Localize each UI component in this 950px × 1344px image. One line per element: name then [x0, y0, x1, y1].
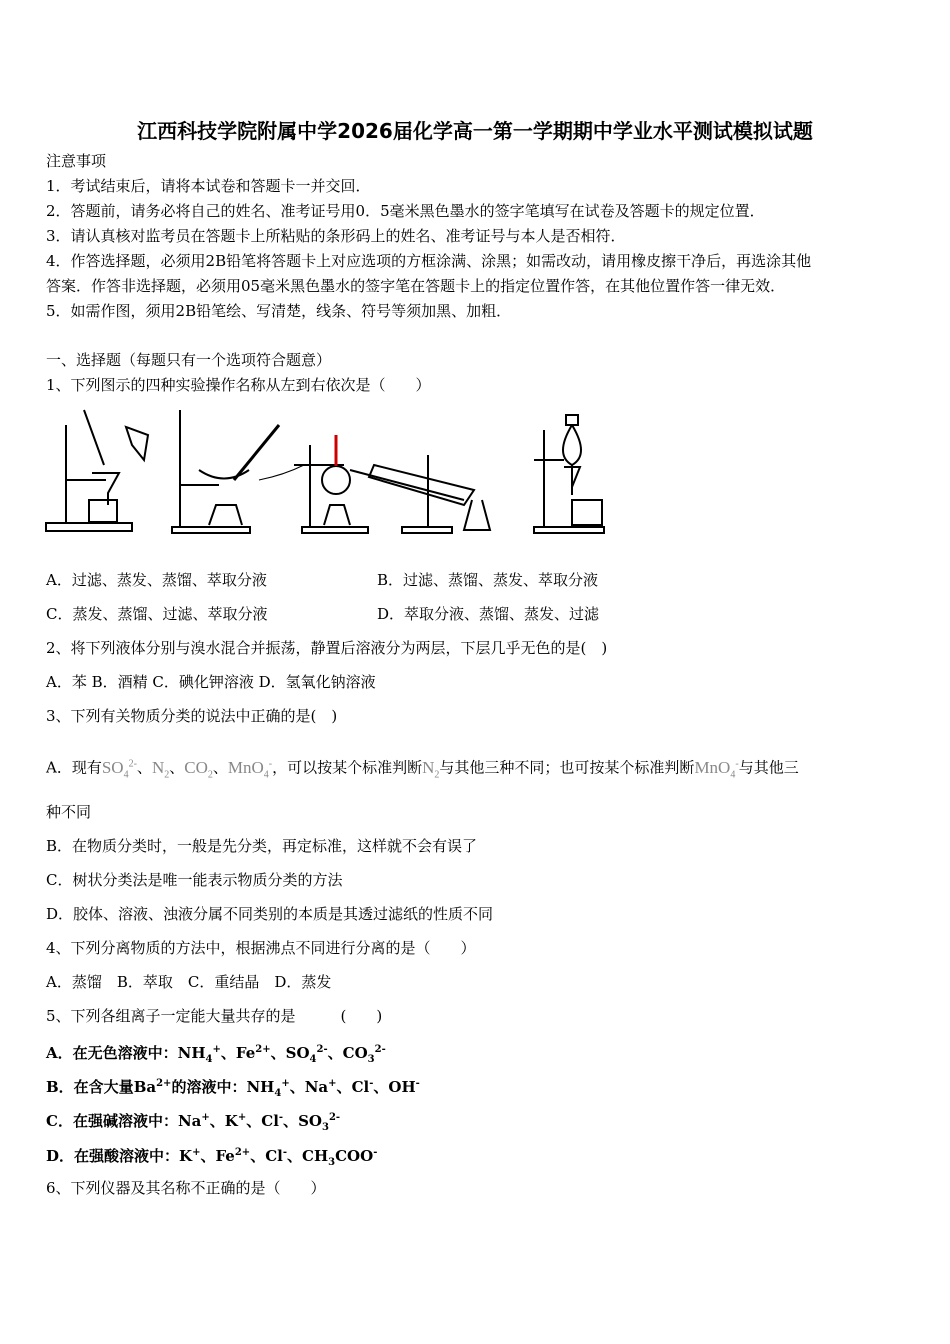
formula-n2: $N_2$ [422, 757, 440, 781]
ion: Cl- [265, 1147, 287, 1165]
note-item: 3．请认真核对监考员在答题卡上所粘贴的条形码上的姓名、准考证号与本人是否相符． [46, 227, 626, 245]
q6-stem: 6、下列仪器及其名称不正确的是（ ） [46, 1179, 326, 1197]
ion: $NH_4^+$ [177, 1044, 221, 1065]
separatory-funnel-apparatus [534, 415, 604, 533]
q5-option-a: A．在无色溶液中：$NH_4^+$、$Fe^{2+}$、$SO_4^{2-}$、$CO_3^{2-}$ [46, 1044, 386, 1065]
q3-option-d: D．胶体、溶液、浊液分属不同类别的本质是其透过滤纸的性质不同 [46, 905, 494, 923]
q5-option-d: D．在强酸溶液中：K+、$Fe^{2+}$、Cl-、$CH_3COO^-$ [46, 1147, 378, 1168]
ion: Na+ [304, 1078, 337, 1096]
formula-n2: $N_2$ [151, 757, 170, 781]
formula-co2: $CO_2$ [184, 757, 213, 781]
lab-apparatus-figure [44, 405, 624, 540]
q2-options: A．苯 B．酒精 C．碘化钾溶液 D．氢氧化钠溶液 [46, 673, 376, 691]
ion: OH- [388, 1078, 420, 1096]
ion: Cl- [351, 1078, 374, 1096]
q5-stem: 5、下列各组离子一定能大量共存的是 ( ) [46, 1007, 383, 1025]
q3-option-a: A．现有$SO_4^{2-}$、$N_2$、$CO_2$、MnO$_4$-，可以按某个标准判断$N_2$与其他三种不同；也可按某个标准判断MnO$_4$-与其他三 [46, 757, 799, 781]
q5-option-b: B．在含大量$Ba^{2+}$的溶液中：$NH_4^+$、Na+、Cl-、OH- [46, 1078, 420, 1099]
q3-option-c: C．树状分类法是唯一能表示物质分类的方法 [46, 871, 343, 889]
filtration-apparatus [46, 410, 148, 531]
ion: Na+ [177, 1112, 210, 1130]
formula-mno4: MnO$_4$- [694, 757, 739, 781]
ion: Cl- [261, 1112, 284, 1130]
formula-mno4: MnO$_4$- [227, 757, 273, 781]
ion: $SO_4^{2-}$ [285, 1044, 328, 1065]
q1-option-c: C．蒸发、蒸馏、过滤、萃取分液 [46, 605, 268, 623]
ion: K+ [179, 1147, 201, 1165]
note-item: 1．考试结束后，请将本试卷和答题卡一并交回． [46, 177, 371, 195]
formula-so4: $SO_4^{2-}$ [101, 757, 137, 781]
ion: $CH_3COO^-$ [302, 1147, 378, 1168]
ion: $Fe^{2+}$ [215, 1147, 251, 1165]
ion: K+ [224, 1112, 247, 1130]
distillation-apparatus [294, 435, 490, 533]
note-item: 2．答题前，请务必将自己的姓名、准考证号用0．5毫米黑色墨水的签字笔填写在试卷及答题卡的规定位置． [46, 202, 765, 220]
note-item: 4．作答选择题，必须用2B铅笔将答题卡上对应选项的方框涂满、涂黑；如需改动，请用橡皮擦干净后，再选涂其他 [46, 252, 812, 270]
page-title: 江西科技学院附属中学2026届化学高一第一学期期中学业水平测试模拟试题 [137, 119, 813, 143]
ion: $Fe^{2+}$ [235, 1044, 271, 1062]
q4-stem: 4、下列分离物质的方法中，根据沸点不同进行分离的是（ ） [46, 939, 476, 957]
note-item: 5．如需作图，须用2B铅笔绘、写清楚，线条、符号等须加黑、加粗． [46, 302, 512, 320]
q1-option-b: B．过滤、蒸馏、蒸发、萃取分液 [377, 571, 599, 589]
q2-stem: 2、将下列液体分别与溴水混合并振荡，静置后溶液分为两层，下层几乎无色的是( ) [46, 639, 608, 657]
ion: $CO_3^{2-}$ [342, 1044, 386, 1065]
ion: $SO_3^{2-}$ [298, 1112, 341, 1133]
q3-stem: 3、下列有关物质分类的说法中正确的是( ) [46, 707, 338, 725]
ion: $NH_4^+$ [246, 1078, 290, 1099]
q1-option-a: A．过滤、蒸发、蒸馏、萃取分液 [46, 571, 267, 589]
q4-options: A．蒸馏 B．萃取 C．重结晶 D．蒸发 [46, 973, 332, 991]
notes-heading: 注意事项 [46, 152, 107, 170]
q3-option-b: B．在物质分类时，一般是先分类，再定标准，这样就不会有误了 [46, 837, 478, 855]
q1-option-d: D．萃取分液、蒸馏、蒸发、过滤 [377, 605, 600, 623]
q1-stem: 1、下列图示的四种实验操作名称从左到右依次是（ ） [46, 376, 431, 394]
text: A．现有 [46, 758, 102, 777]
q3-option-a-cont: 种不同 [46, 803, 92, 821]
section-heading: 一、选择题（每题只有一个选项符合题意） [46, 351, 332, 369]
q5-option-c: C．在强碱溶液中：Na+、K+、Cl-、$SO_3^{2-}$ [46, 1112, 341, 1133]
evaporation-apparatus [172, 410, 304, 533]
note-item: 答案．作答非选择题，必须用05毫米黑色墨水的签字笔在答题卡上的指定位置作答，在其他位置作答一律无效． [46, 277, 786, 295]
